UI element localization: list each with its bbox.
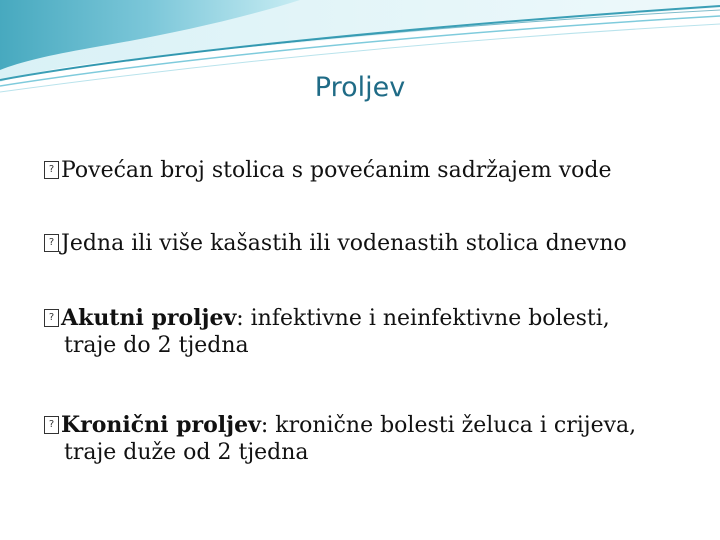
bullet-marker-icon: [44, 161, 59, 179]
bullet-item: [44, 412, 704, 466]
bullet-item: [44, 305, 704, 359]
bullet-marker-icon: [44, 416, 59, 434]
bullet-text: : infektivne i neinfektivne bolesti,: [236, 306, 610, 331]
bullet-marker-icon: [44, 234, 59, 252]
bullet-marker-icon: [44, 309, 59, 327]
bullet-text: : kronične bolesti želuca i crijeva,: [260, 413, 637, 438]
bullet-text: Jedna ili više kašastih ili vodenastih stolica dnevno: [61, 231, 627, 256]
bullet-continuation: traje duže od 2 tjedna: [64, 440, 309, 465]
bullet-text: Povećan broj stolica s povećanim sadržajem vode: [61, 158, 612, 183]
bullet-item: [44, 157, 704, 184]
bullet-bold-term: Kronični proljev: [61, 412, 261, 438]
bullet-bold-term: Akutni proljev: [61, 305, 237, 331]
bullet-continuation: traje do 2 tjedna: [64, 333, 249, 358]
slide-title-text: Proljev: [314, 72, 406, 103]
bullet-item: [44, 230, 704, 257]
